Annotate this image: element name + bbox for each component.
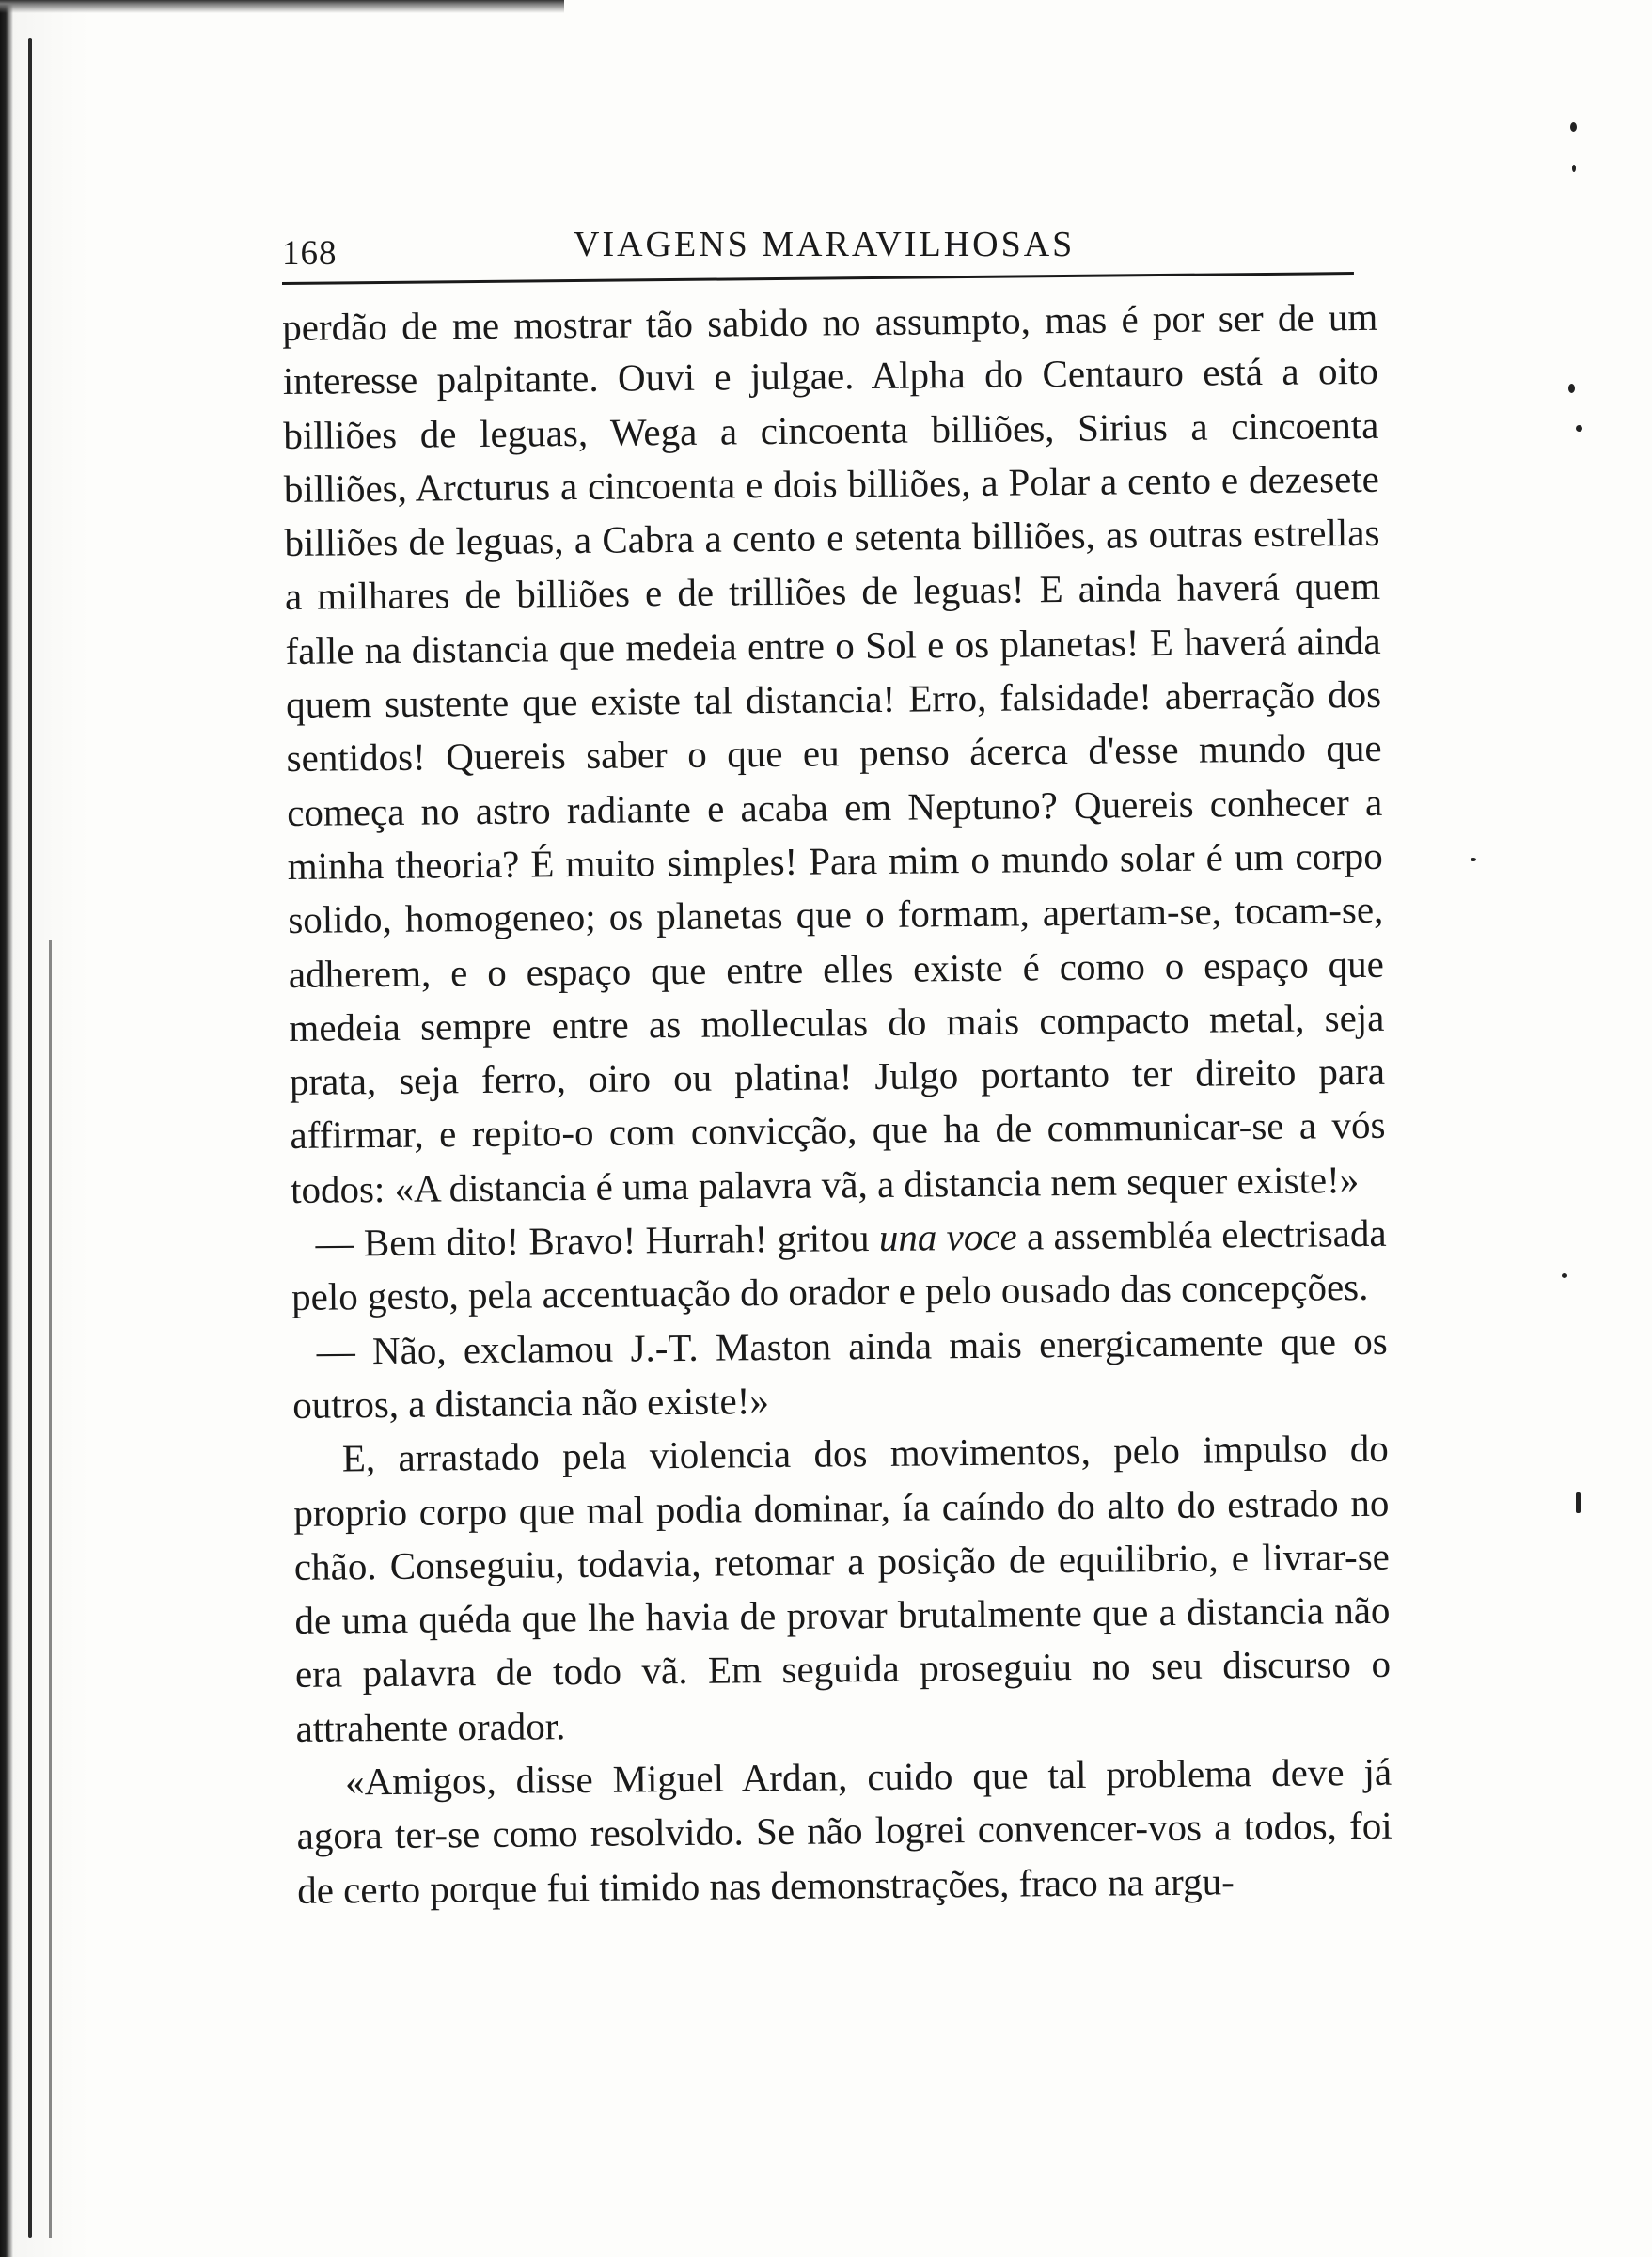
binding-shadow-line xyxy=(28,38,32,2238)
paragraph-4: E, arrastado pela violencia dos movimentos, pelo impulso do proprio corpo que mal podia dominar, ía caíndo do alto do estrado no chão. Conseguiu, todavia, retomar a posição de equilibrio, e livrar-se de uma quéda que lhe havia de provar brutalmente que a distancia não era palavra de todo vã. Em seguida proseguiu no seu discurso o attrahente orador. xyxy=(293,1426,1392,1750)
scan-speck xyxy=(1570,122,1577,132)
paragraph-2 xyxy=(291,1207,1387,1325)
paragraph-5: «Amigos, disse Miguel Ardan, cuido que tal problema deve já agora ter-se como resolvido. Se não logrei convencer-vos a todos, foi de certo porque fui timido nas demonstrações, fraco na argu- xyxy=(296,1749,1392,1912)
paragraph-2-italic: una voce xyxy=(878,1214,1017,1259)
running-head xyxy=(282,224,1354,280)
scan-speck xyxy=(1562,1273,1567,1278)
paragraph-2-start: — Bem dito! Bravo! Hurrah! gritou xyxy=(315,1216,880,1265)
scan-speck xyxy=(1471,858,1476,861)
scan-speck xyxy=(1576,1492,1581,1513)
paragraph-3: — Não, exclamou J.-T. Maston ainda mais energicamente que os outros, a distancia não existe!» xyxy=(292,1318,1388,1427)
body-text xyxy=(282,291,1392,1918)
page-number: 168 xyxy=(282,234,338,273)
binding-shadow-line-secondary xyxy=(49,940,52,2238)
running-head-title: VIAGENS MARAVILHOSAS xyxy=(574,225,1076,264)
paragraph-2-end: a assembléa electrisada pelo gesto, pela accentuação do orador e pelo ousado das concepções. xyxy=(291,1210,1387,1319)
scan-speck xyxy=(1568,384,1575,393)
page-binding-edge xyxy=(0,0,89,2257)
page-top-edge xyxy=(0,0,564,13)
scan-speck xyxy=(1576,425,1582,432)
scan-speck xyxy=(1572,165,1576,172)
paragraph-1: perdão de me mostrar tão sabido no assumpto, mas é por ser de um interesse palpitante. Ouvi e julgae. Alpha do Centauro está a oito billiões de leguas, Wega a cincoenta billiões, Sirius a cincoenta billiões, Arcturus a cincoenta e dois billiões, a Polar a cento e dezesete billiões de leguas, a Cabra a cento e setenta billiões, as outras estrellas a milhares de billiões e de trilliões de leguas! E ainda haverá quem falle na distancia que medeia entre o Sol e os planetas! E haverá ainda quem sustente que existe tal distancia! Erro, falsidade! aberração dos sentidos! Quereis saber o que eu penso ácerca d'esse mundo que começa no astro radiante e acaba em Neptuno? Quereis conhecer a minha theoria? É muito simples! Para mim o mundo solar é um corpo solido, homogeneo; os planetas que o formam, apertam-se, tocam-se, adherem, e o espaço que entre elles existe é como o espaço que medeia sempre entre as molleculas do mais compacto metal, seja prata, seja ferro, oiro ou platina! Julgo portanto ter direito para affirmar, e repito-o com convicção, que ha de communicar-se a vós todos: «A distancia é uma palavra vã, a distancia nem sequer existe!» xyxy=(282,294,1386,1211)
